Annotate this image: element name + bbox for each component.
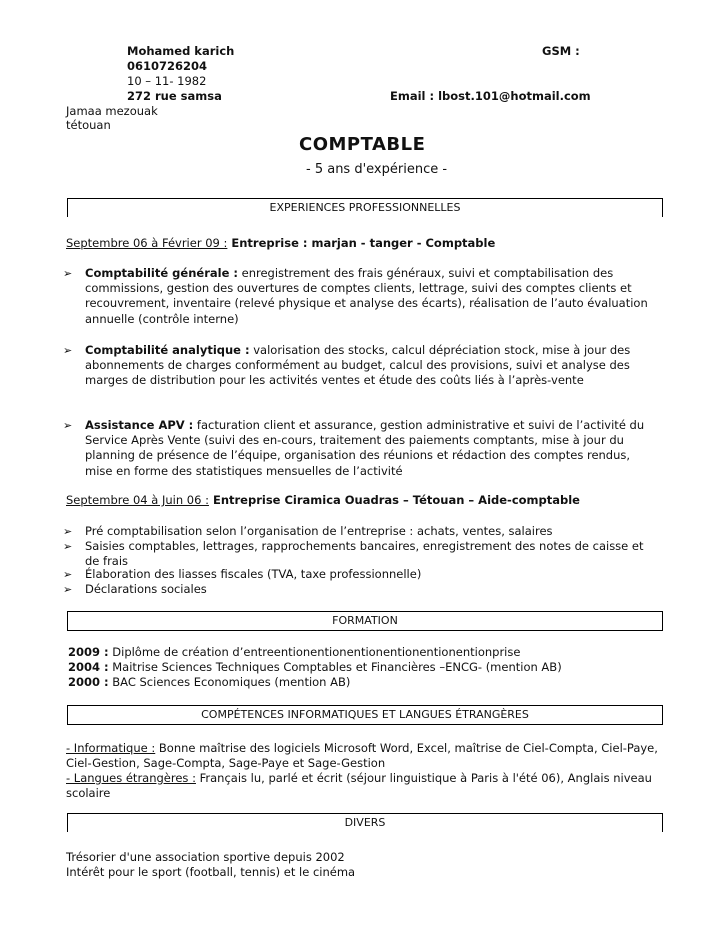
item-text: Élaboration des liasses fiscales (TVA, taxe professionnelle) <box>85 567 422 581</box>
divers-list <box>66 850 355 880</box>
section-header-competences <box>67 705 663 725</box>
arrow-bullet-icon: ➢ <box>63 540 73 553</box>
formation-year: 2004 : <box>68 660 109 674</box>
item-text: facturation client et assurance, gestion administrative et suivi de l’activité du Service Après Vente (suivi des en-cours, traitement des paiements comptants, mise à jour du planning de présence de l’équipe, organisation des réunions et rédaction des comptes rendus, mise en forme des statistiques mensuelles de l’activité <box>85 418 645 478</box>
contact-district: Jamaa mezouak <box>66 104 158 118</box>
item-text: valorisation des stocks, calcul dépréciation stock, mise à jour des abonnements de charges conformément au budget, calcul des provisions, suivi et analyse des marges de distribution pour les activités ventes et étude des coûts liés à l’après-vente <box>85 343 631 388</box>
formation-item <box>68 675 562 690</box>
page-subtitle: - 5 ans d'expérience - <box>306 162 448 177</box>
section-header-formation <box>67 611 663 631</box>
divers-item: Trésorier d'une association sportive depuis 2002 <box>66 850 345 864</box>
contact-city: tétouan <box>66 118 111 132</box>
formation-year: 2009 : <box>68 645 109 659</box>
job1-heading <box>66 236 495 250</box>
arrow-bullet-icon: ➢ <box>63 583 73 596</box>
section-title: DIVERS <box>344 816 386 829</box>
item-text: enregistrement des frais généraux, suivi et comptabilisation des commissions, gestion des ouvertures de comptes clients, lettrage, suivi des comptes clients et recouvrement, inventaire (relevé physique et analyse des écarts), réalisation de l’auto évaluation annuelle (contrôle interne) <box>85 266 648 326</box>
job1-item-1 <box>63 266 660 327</box>
item-label: Assistance APV : <box>85 418 194 432</box>
info-text: Bonne maîtrise des logiciels Microsoft Word, Excel, maîtrise de Ciel-Compta, Ciel-Paye, Ciel-Gestion, Sage-Compta, Sage-Paye et Sage-Gestion <box>66 741 658 770</box>
formation-item <box>68 660 562 675</box>
formation-text: Maitrise Sciences Techniques Comptables et Financières –ENCG- (mention AB) <box>108 660 562 674</box>
job1-item-3 <box>63 418 660 479</box>
item-label: Comptabilité générale : <box>85 266 238 280</box>
section-title: EXPERIENCES PROFESSIONNELLES <box>269 201 461 214</box>
competences-info <box>66 741 662 771</box>
formation-text: BAC Sciences Economiques (mention AB) <box>108 675 351 689</box>
contact-name: Mohamed karich <box>127 44 235 58</box>
job-period: Septembre 04 à Juin 06 : <box>66 493 209 507</box>
arrow-bullet-icon: ➢ <box>63 267 73 280</box>
item-text: Déclarations sociales <box>85 582 207 596</box>
competences-langues <box>66 771 662 801</box>
lang-label: - Langues étrangères : <box>66 771 196 785</box>
formation-list <box>68 645 562 690</box>
divers-item: Intérêt pour le sport (football, tennis) et le cinéma <box>66 865 356 879</box>
item-text: Saisies comptables, lettrages, rapprochements bancaires, enregistrement des notes de caisse et de frais <box>85 539 644 569</box>
info-label: - Informatique : <box>66 741 156 755</box>
job-period: Septembre 06 à Février 09 : <box>66 236 228 250</box>
job-company: Entreprise : marjan - tanger - Comptable <box>227 236 496 250</box>
contact-email: Email : lbost.101@hotmail.com <box>390 89 591 103</box>
job2-item-2 <box>63 539 660 569</box>
section-title: FORMATION <box>332 614 398 627</box>
contact-street: 272 rue samsa <box>127 89 222 103</box>
gsm-label: GSM : <box>542 44 580 58</box>
arrow-bullet-icon: ➢ <box>63 344 73 357</box>
job1-item-2 <box>63 343 660 389</box>
item-text: Pré comptabilisation selon l’organisation de l’entreprise : achats, ventes, salaires <box>85 524 553 538</box>
lang-text: Français lu, parlé et écrit (séjour linguistique à Paris à l'été 06), Anglais niveau scolaire <box>66 771 652 800</box>
page-title: COMPTABLE <box>299 134 426 155</box>
arrow-bullet-icon: ➢ <box>63 568 73 581</box>
section-header-experience <box>67 198 663 217</box>
formation-text: Diplôme de création d’entreentionentionentionentionentionentionprise <box>108 645 521 659</box>
contact-phone: 0610726204 <box>127 59 208 73</box>
item-label: Comptabilité analytique : <box>85 343 250 357</box>
section-header-divers <box>67 813 663 832</box>
job2-item-1 <box>63 524 660 539</box>
formation-year: 2000 : <box>68 675 109 689</box>
arrow-bullet-icon: ➢ <box>63 525 73 538</box>
job-company: Entreprise Ciramica Ouadras – Tétouan – Aide-comptable <box>208 493 580 507</box>
arrow-bullet-icon: ➢ <box>63 419 73 432</box>
job2-item-3 <box>63 567 660 582</box>
job2-heading <box>66 493 580 507</box>
job2-item-4 <box>63 582 660 597</box>
formation-item <box>68 645 562 660</box>
section-title: COMPÉTENCES INFORMATIQUES ET LANGUES ÉTRANGÈRES <box>201 708 529 721</box>
contact-birthdate: 10 – 11- 1982 <box>127 74 207 88</box>
